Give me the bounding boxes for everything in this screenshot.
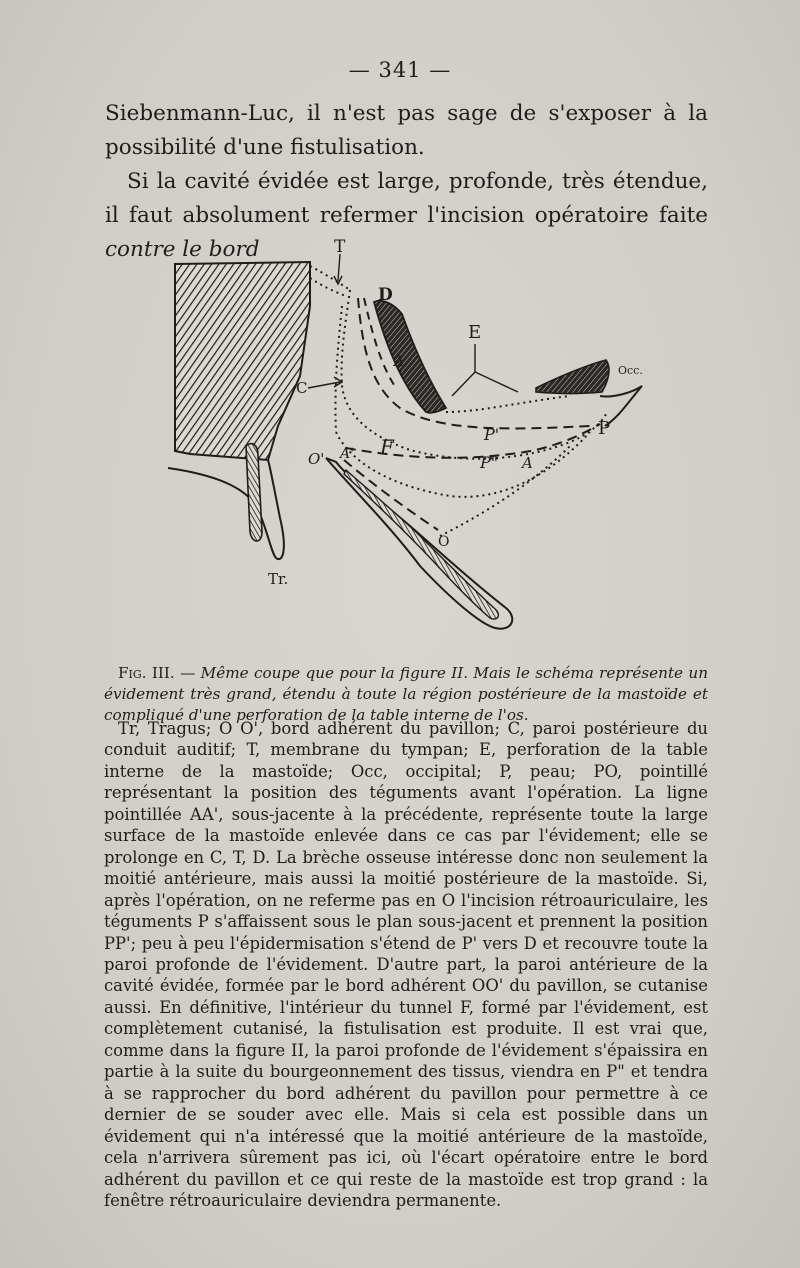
perforation-arrow-right — [475, 372, 518, 392]
dotted-line-o — [440, 446, 570, 536]
label-d: D — [378, 285, 393, 305]
label-a-lower: A — [522, 454, 533, 472]
figure-caption — [104, 663, 708, 726]
anatomical-figure — [150, 236, 660, 646]
label-occ: Occ. — [618, 364, 643, 377]
page-number: — 341 — — [348, 58, 452, 82]
label-e: E — [468, 322, 482, 343]
tragus-outline — [168, 460, 284, 559]
label-a: A — [394, 354, 405, 370]
label-p-double: P" — [480, 453, 499, 472]
label-c: C — [296, 379, 308, 397]
label-t: T — [334, 237, 346, 257]
perforation-arrow-left — [452, 372, 475, 396]
occipital-bone — [536, 360, 609, 394]
figure-caption-label: Fig. III. — — [118, 664, 201, 683]
body-paragraph-2-text: Si la cavité évidée est large, profonde, très étendue, il faut absolument refermer l'incision opératoire faite — [105, 169, 708, 228]
body-paragraph-1: Siebenmann-Luc, il n'est pas sage de s'exposer à la possibilité d'une fistulisation. — [105, 101, 708, 160]
dotted-line-top — [310, 266, 350, 290]
dotted-occipital-line — [446, 396, 570, 412]
tympan-pointer — [338, 254, 340, 281]
dotted-line-a-o — [336, 432, 590, 497]
label-tr: Tr. — [268, 570, 289, 588]
body-paragraph-2-italic: contre le bord — [105, 237, 260, 262]
mastoid-remnant — [374, 301, 446, 413]
figure-legend: Tr, Tragus; O O', bord adhérent du pavillon; C, paroi postérieure du conduit auditif; T, membrane du tympan; E, perforation de la table interne de la mastoïde; Occ, occipital; P, peau; PO, pointillé représentant la position des téguments avant l'opération. La ligne pointillée AA', sous-jacente à la précédente, représente toute la large surface de la mastoïde enlevée dans ce cas par l'évidement; elle se prolonge en C, T, D. La brèche osseuse intéresse donc non seulement la moitié antérieure, mais aussi la moitié postérieure de la mastoïde. Si, après l'opération, on ne referme pas en O l'incision rétroauriculaire, les téguments P s'affaissent sous le plan sous-jacent et prennent la position PP'; peu à peu l'épidermisation s'étend de P' vers D et recouvre toute la paroi profonde de l'évidement. D'autre part, la paroi antérieure de la cavité évidée, formée par le bord adhérent OO' du pavillon, se cutanise aussi. En définitive, l'intérieur du tunnel F, formé par l'évidement, est complètement cutanisé, la fistulisation est produite. Il est vrai que, comme dans la figure II, la paroi profonde de l'évidement s'épaissira en partie à la suite du bourgeonnement des tissus, viendra en P" et tendra à se rapprocher du bord adhérent du pavillon pour permettre à ce dernier de se souder avec elle. Mais si cela est possible dans un évidement qui n'a intéressé que la moitié antérieure de la mastoïde, cela n'arrivera sûrement pas ici, où l'écart opératoire entre le bord adhérent du pavillon et ce qui reste de la mastoïde est trop grand : la fenêtre rétroauriculaire deviendra permanente. — [104, 719, 708, 1210]
label-o: O — [438, 534, 450, 550]
label-p-prime: P' — [484, 425, 500, 444]
figure-caption-text: Même coupe que pour la figure II. Mais le schéma représente un évidement très grand, étendu à toute la région postérieure de la mastoïde et compliqué d'une perforation de la table interne de l'os. — [104, 664, 708, 725]
label-o-prime: O' — [308, 450, 325, 468]
anatomical-diagram — [150, 236, 660, 646]
pinna-cartilage — [344, 470, 498, 619]
label-p: P — [598, 418, 611, 439]
label-f: F — [380, 435, 394, 459]
label-a-prime: A' — [340, 446, 354, 462]
dotted-line-top-2 — [310, 278, 346, 296]
hatched-bone-block — [175, 262, 310, 460]
